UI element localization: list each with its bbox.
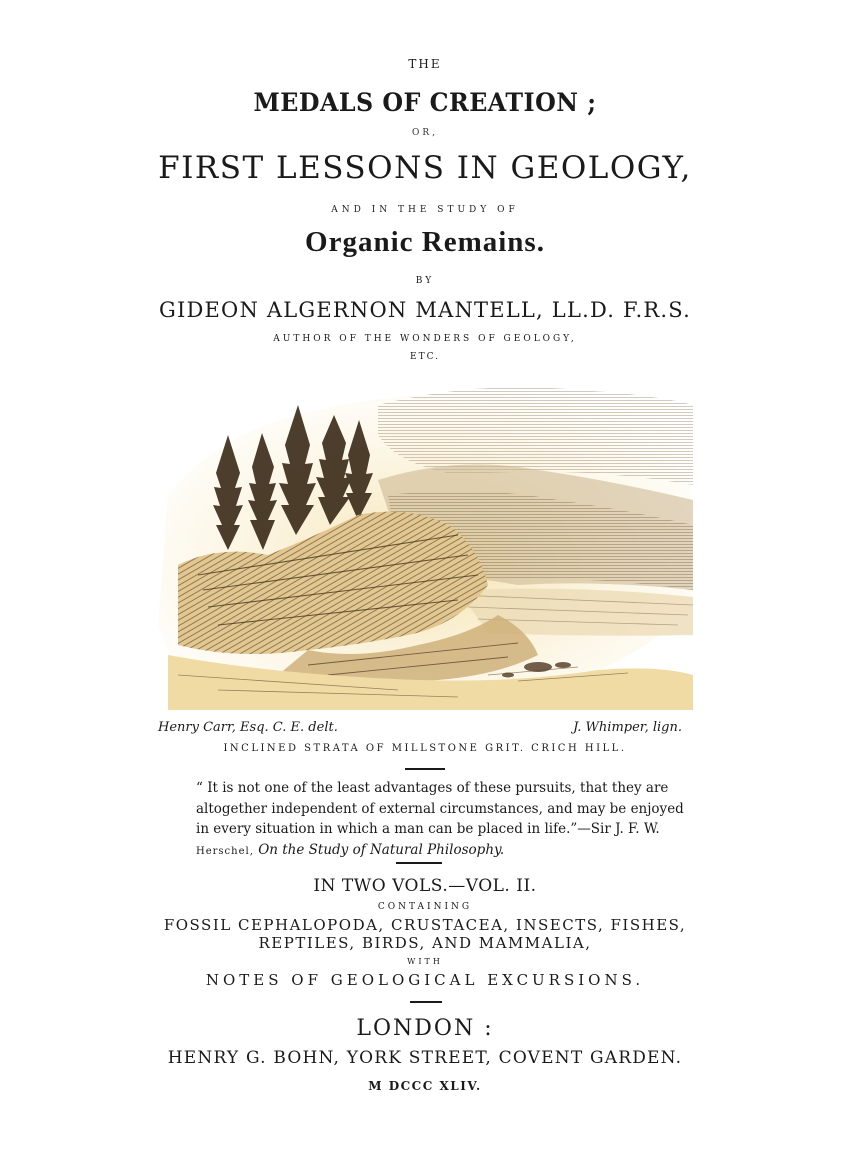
quote-line: “ It is not one of the least advantages of these pursuits, that they are: [196, 780, 669, 796]
artist-credit: Henry Carr, Esq. C. E. delt.: [158, 720, 338, 735]
epigraph-quote: [196, 778, 684, 862]
etc: ETC.: [410, 352, 440, 362]
with-word: WITH: [407, 957, 443, 966]
the-word: THE: [408, 57, 442, 71]
quote-attribution: [196, 840, 656, 863]
illustration-caption: INCLINED STRATA OF MILLSTONE GRIT. CRICH HILL.: [223, 743, 627, 754]
imprint-year: M DCCC XLIV.: [368, 1079, 482, 1093]
by-word: BY: [415, 276, 435, 286]
containing-word: CONTAINING: [377, 902, 473, 912]
quote-author: Herschel,: [196, 845, 254, 857]
and-in-the-study-of: AND IN THE STUDY OF: [331, 205, 519, 215]
quote-work: On the Study of Natural Philosophy.: [258, 841, 505, 858]
author-name: GIDEON ALGERNON MANTELL, LL.D. F.R.S.: [159, 298, 691, 322]
imprint-city: LONDON :: [356, 1016, 494, 1041]
subtitle: FIRST LESSONS IN GEOLOGY,: [158, 150, 692, 186]
divider-rule: [405, 768, 445, 770]
author-of: AUTHOR OF THE WONDERS OF GEOLOGY,: [273, 334, 577, 344]
volume-statement: IN TWO VOLS.—VOL. II.: [313, 876, 537, 896]
organic-remains: Organic Remains.: [305, 226, 545, 258]
engraving-illustration: [158, 375, 698, 710]
engraver-credit: J. Whimper, lign.: [573, 720, 682, 735]
or-word: OR,: [411, 128, 438, 138]
contents-line-2: REPTILES, BIRDS, AND MAMMALIA,: [258, 934, 592, 952]
divider-rule: [410, 1001, 442, 1003]
main-title: MEDALS OF CREATION ;: [253, 88, 597, 117]
quote-line: altogether independent of external circumstances, and may be enjoyed: [196, 800, 684, 817]
divider-rule: [396, 862, 442, 864]
imprint-publisher: HENRY G. BOHN, YORK STREET, COVENT GARDEN.: [167, 1048, 683, 1068]
contents-line-1: FOSSIL CEPHALOPODA, CRUSTACEA, INSECTS, FISHES,: [163, 916, 687, 934]
quote-line: in every situation in which a man can be placed in life.”—Sir J. F. W.: [196, 821, 660, 837]
notes-line: NOTES OF GEOLOGICAL EXCURSIONS.: [205, 971, 645, 989]
